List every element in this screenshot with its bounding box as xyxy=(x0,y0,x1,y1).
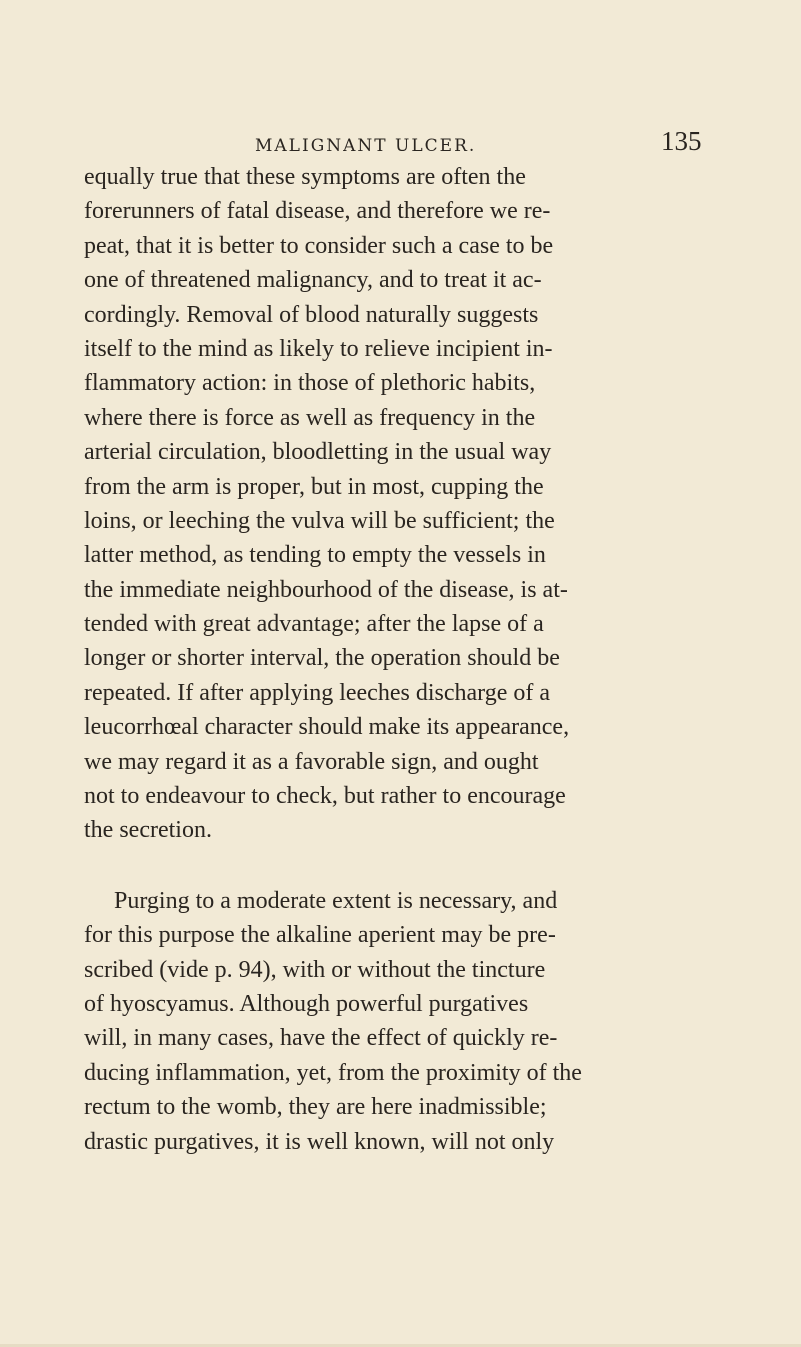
paragraph-2 xyxy=(84,884,734,1159)
text-line: scribed (vide p. 94), with or without the tincture xyxy=(84,956,546,983)
text-line: flammatory action: in those of plethoric habits, xyxy=(84,370,536,397)
text-line: tended with great advantage; after the lapse of a xyxy=(84,611,544,638)
text-line: for this purpose the alkaline aperient may be pre- xyxy=(84,922,556,949)
paragraph-gap xyxy=(84,848,734,884)
text-line: will, in many cases, have the effect of quickly re- xyxy=(84,1025,558,1052)
text-line: Purging to a moderate extent is necessary, and xyxy=(114,887,558,914)
paragraph-1 xyxy=(84,160,734,848)
text-line: one of threatened malignancy, and to treat it ac- xyxy=(84,267,542,294)
text-line: leucorrhœal character should make its appearance, xyxy=(84,714,570,741)
text-line: we may regard it as a favorable sign, and ought xyxy=(84,748,539,775)
page-number: 135 xyxy=(661,126,702,156)
text-line: drastic purgatives, it is well known, will not only xyxy=(84,1128,555,1155)
text-line: the immediate neighbourhood of the disease, is at- xyxy=(84,576,568,603)
text-line: peat, that it is better to consider such a case to be xyxy=(84,232,554,259)
text-line: rectum to the womb, they are here inadmissible; xyxy=(84,1094,547,1121)
text-line: ducing inflammation, yet, from the proximity of the xyxy=(84,1059,582,1086)
text-line: of hyoscyamus. Although powerful purgatives xyxy=(84,990,529,1017)
body-text xyxy=(84,160,734,1159)
text-line: latter method, as tending to empty the vessels in xyxy=(84,542,546,569)
running-title: MALIGNANT ULCER. xyxy=(255,136,477,156)
text-line: cordingly. Removal of blood naturally suggests xyxy=(84,301,539,328)
text-line: equally true that these symptoms are often the xyxy=(84,164,526,190)
text-line: where there is force as well as frequency in the xyxy=(84,404,536,431)
text-line: loins, or leeching the vulva will be sufficient; the xyxy=(84,507,555,534)
text-line: arterial circulation, bloodletting in the usual way xyxy=(84,439,552,466)
text-line: longer or shorter interval, the operation should be xyxy=(84,645,560,672)
text-line: itself to the mind as likely to relieve incipient in- xyxy=(84,335,553,362)
text-line: the secretion. xyxy=(84,817,212,844)
text-line: forerunners of fatal disease, and therefore we re- xyxy=(84,198,551,225)
text-line: from the arm is proper, but in most, cupping the xyxy=(84,473,544,500)
text-line: not to endeavour to check, but rather to encourage xyxy=(84,783,566,810)
text-line: repeated. If after applying leeches discharge of a xyxy=(84,679,550,706)
